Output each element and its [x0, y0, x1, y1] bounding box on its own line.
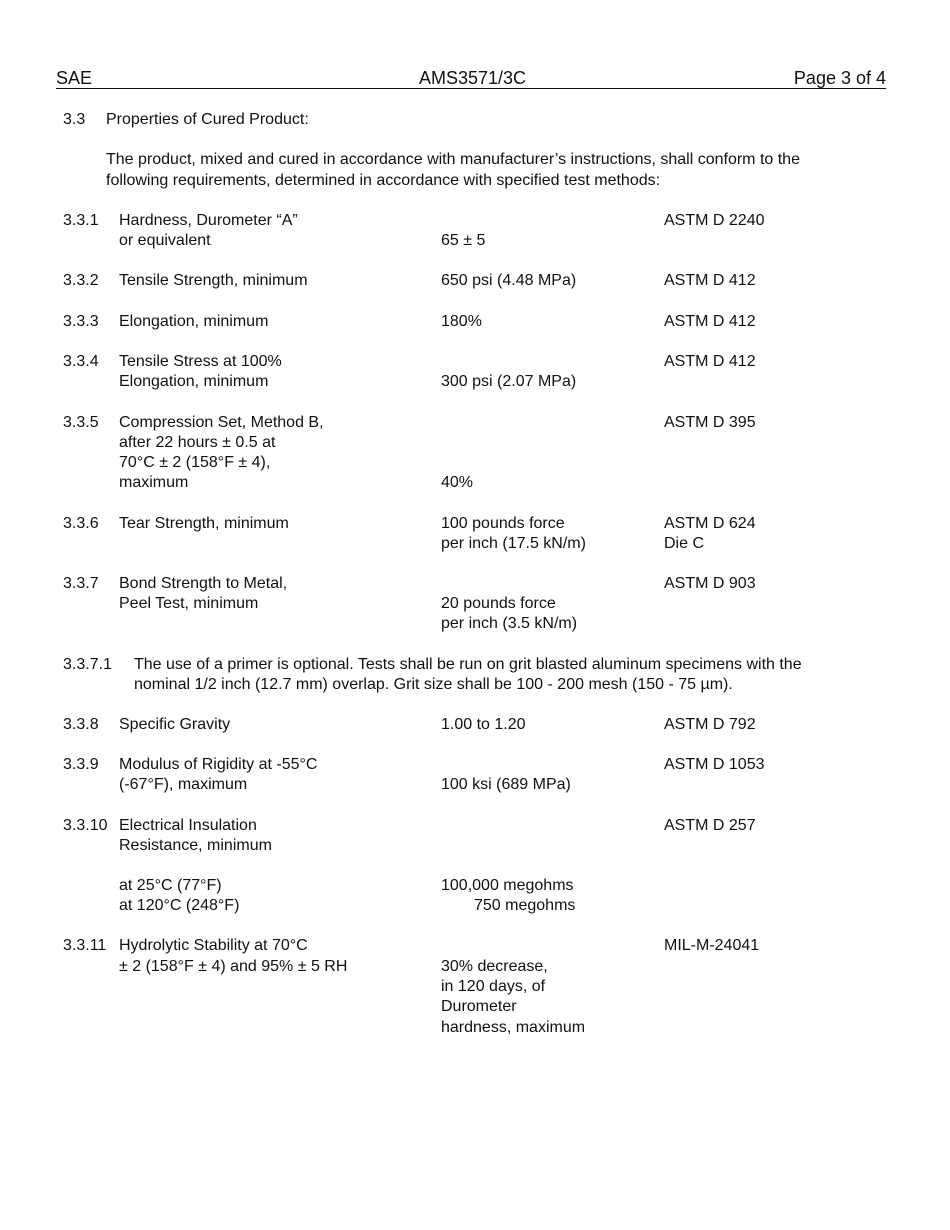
row-test-method: ASTM D 257	[664, 817, 756, 834]
row-label: Tensile Strength, minimum	[119, 272, 308, 289]
insulation-value: 100,000 megohms	[441, 877, 574, 894]
row-label: Compression Set, Method B,	[119, 414, 324, 431]
row-value: 65 ± 5	[441, 232, 486, 249]
row-number: 3.3.9	[63, 756, 99, 773]
row-label: or equivalent	[119, 232, 211, 249]
row-value: hardness, maximum	[441, 1019, 586, 1036]
note-line-1: The use of a primer is optional. Tests shall be run on grit blasted aluminum specimens with the	[134, 656, 802, 673]
section-intro-line-2: following requirements, determined in accordance with specified test methods:	[106, 172, 661, 189]
insulation-value: 750 megohms	[474, 897, 576, 914]
row-label: Elongation, minimum	[119, 373, 269, 390]
section-intro-line-1: The product, mixed and cured in accordance with manufacturer’s instructions, shall conform to the	[106, 151, 800, 168]
row-test-method: ASTM D 903	[664, 575, 756, 592]
page-header	[56, 68, 886, 89]
row-value: 1.00 to 1.20	[441, 716, 526, 733]
row-label: Resistance, minimum	[119, 837, 272, 854]
row-test-method: MIL-M-24041	[664, 937, 760, 954]
row-number: 3.3.1	[63, 212, 99, 229]
note-number: 3.3.7.1	[63, 656, 112, 673]
row-number: 3.3.4	[63, 353, 99, 370]
row-label: Bond Strength to Metal,	[119, 575, 288, 592]
section-title: Properties of Cured Product:	[106, 111, 309, 128]
row-number: 3.3.10	[63, 817, 108, 834]
row-test-method: ASTM D 1053	[664, 756, 765, 773]
row-label: after 22 hours ± 0.5 at	[119, 434, 276, 451]
row-label: Tensile Stress at 100%	[119, 353, 282, 370]
row-test-method: ASTM D 412	[664, 313, 756, 330]
row-number: 3.3.6	[63, 515, 99, 532]
header-page-number: Page 3 of 4	[793, 68, 886, 88]
row-value: 20 pounds force	[441, 595, 556, 612]
row-test-method: ASTM D 412	[664, 272, 756, 289]
row-value: 650 psi (4.48 MPa)	[441, 272, 577, 289]
row-value: 300 psi (2.07 MPa)	[441, 373, 577, 390]
row-value: 180%	[441, 313, 482, 330]
row-test-method: Die C	[664, 535, 705, 552]
row-label: ± 2 (158°F ± 4) and 95% ± 5 RH	[119, 958, 348, 975]
row-label: Tear Strength, minimum	[119, 515, 289, 532]
note-line-2: nominal 1/2 inch (12.7 mm) overlap. Grit size shall be 100 - 200 mesh (150 - 75 µm).	[134, 676, 733, 693]
row-value: Durometer	[441, 998, 517, 1015]
row-number: 3.3.7	[63, 575, 99, 592]
insulation-condition: at 25°C (77°F)	[119, 877, 222, 894]
section-number: 3.3	[63, 111, 86, 128]
row-value: in 120 days, of	[441, 978, 546, 995]
row-label: Specific Gravity	[119, 716, 231, 733]
header-org: SAE	[56, 68, 93, 88]
row-number: 3.3.3	[63, 313, 99, 330]
row-number: 3.3.2	[63, 272, 99, 289]
row-label: Modulus of Rigidity at -55°C	[119, 756, 318, 773]
row-label: Peel Test, minimum	[119, 595, 259, 612]
row-label: Hardness, Durometer “A”	[119, 212, 298, 229]
row-label: Electrical Insulation	[119, 817, 257, 834]
row-number: 3.3.8	[63, 716, 99, 733]
row-test-method: ASTM D 395	[664, 414, 756, 431]
row-number: 3.3.5	[63, 414, 99, 431]
row-number: 3.3.11	[63, 937, 107, 954]
insulation-condition: at 120°C (248°F)	[119, 897, 240, 914]
row-test-method: ASTM D 624	[664, 515, 756, 532]
row-label: Hydrolytic Stability at 70°C	[119, 937, 308, 954]
row-value: 100 ksi (689 MPa)	[441, 776, 571, 793]
row-label: (-67°F), maximum	[119, 776, 248, 793]
row-value: 30% decrease,	[441, 958, 548, 975]
row-value: per inch (17.5 kN/m)	[441, 535, 586, 552]
row-value: per inch (3.5 kN/m)	[441, 615, 578, 632]
row-label: Elongation, minimum	[119, 313, 269, 330]
row-test-method: ASTM D 2240	[664, 212, 765, 229]
header-doc-number: AMS3571/3C	[419, 68, 527, 88]
row-label: 70°C ± 2 (158°F ± 4),	[119, 454, 271, 471]
row-test-method: ASTM D 412	[664, 353, 756, 370]
row-value: 100 pounds force	[441, 515, 565, 532]
row-test-method: ASTM D 792	[664, 716, 756, 733]
row-value: 40%	[441, 474, 474, 491]
row-label: maximum	[119, 474, 189, 491]
